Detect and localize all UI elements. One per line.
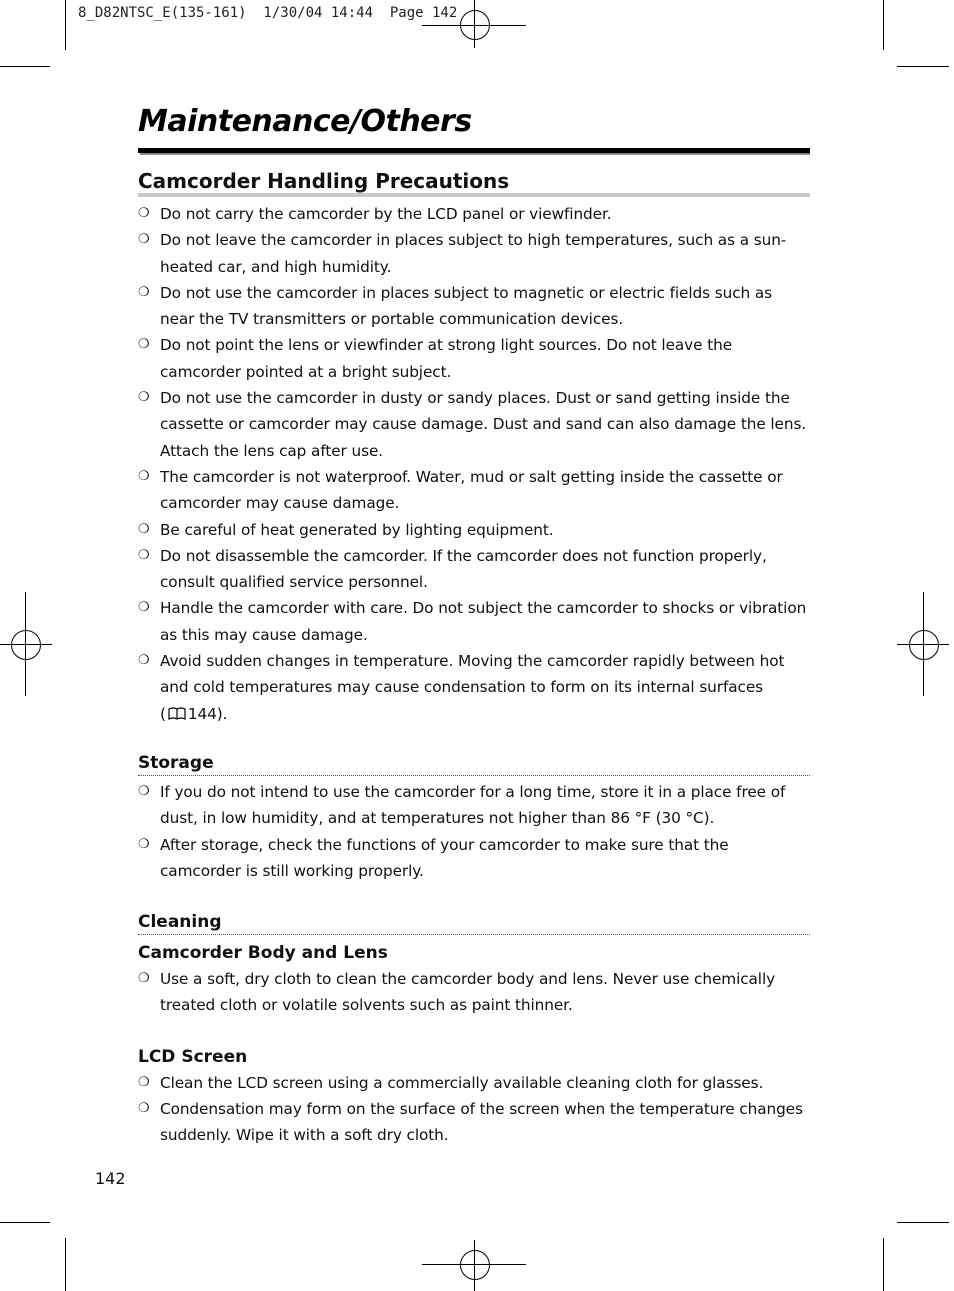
bullet-icon: ❍ [138, 547, 150, 563]
bullet-icon: ❍ [138, 1101, 150, 1117]
print-slug: 8_D82NTSC_E(135-161) 1/30/04 14:44 Page 142 [78, 5, 458, 21]
list-item [138, 543, 810, 596]
list-item [138, 595, 810, 648]
bullet-icon: ❍ [138, 653, 150, 669]
list-item-text: Handle the camcorder with care. Do not subject the camcorder to shocks or vibration as this may cause damage. [160, 599, 807, 644]
bullet-icon: ❍ [138, 1074, 150, 1090]
bullet-icon: ❍ [138, 206, 150, 221]
list-item-text: Do not disassemble the camcorder. If the camcorder does not function properly, consult qualified service personnel. [160, 546, 767, 592]
storage-heading: Storage [138, 751, 810, 776]
list-item [138, 1096, 810, 1149]
list-item-text: Use a soft, dry cloth to clean the camcorder body and lens. Never use chemically treated cloth or volatile solvents such as paint thinner. [160, 970, 776, 1015]
lcd-screen-heading: LCD Screen [138, 1046, 248, 1067]
ref-open: ( [160, 704, 166, 723]
ref-close: ). [216, 704, 228, 723]
list-item-text: After storage, check the functions of your camcorder to make sure that the camcorder is still working properly. [160, 835, 729, 880]
storage-list [138, 779, 810, 884]
page-number: 142 [95, 1169, 126, 1188]
list-item-text: Be careful of heat generated by lighting equipment. [160, 520, 554, 539]
body-lens-heading: Camcorder Body and Lens [138, 943, 388, 964]
list-item [138, 464, 810, 517]
list-item [138, 1070, 810, 1096]
list-item [138, 201, 810, 227]
list-item [138, 779, 810, 832]
cleaning-heading: Cleaning [138, 910, 810, 935]
section-title: Camcorder Handling Precautions [138, 166, 810, 197]
list-item-text: The camcorder is not waterproof. Water, mud or salt getting inside the cassette or camcorder may cause damage. [160, 467, 783, 513]
list-item [138, 280, 810, 333]
bullet-icon: ❍ [138, 600, 150, 616]
bullet-icon: ❍ [138, 468, 150, 484]
list-item-text: Do not point the lens or viewfinder at strong light sources. Do not leave the camcorder pointed at a bright subject. [160, 336, 732, 381]
bullet-icon: ❍ [138, 971, 150, 987]
list-item-text: Avoid sudden changes in temperature. Moving the camcorder rapidly between hot and cold temperatures may cause condensation to form on its internal surfaces [160, 652, 785, 697]
title-rule-shadow [140, 153, 810, 155]
list-item [138, 966, 810, 1019]
bullet-icon: ❍ [138, 337, 150, 353]
list-item-text: If you do not intend to use the camcorder for a long time, store it in a place free of dust, in low humidity, and at temperatures not higher than 86 °F (30 °C). [160, 782, 786, 828]
list-item-text: Do not leave the camcorder in places subject to high temperatures, such as a sun-heated car, and high humidity. [160, 231, 787, 276]
lcd-screen-list [138, 1070, 810, 1149]
body-lens-list [138, 966, 810, 1019]
list-item [138, 332, 810, 385]
page-reference: 144 [187, 704, 217, 723]
bullet-icon: ❍ [138, 836, 150, 852]
list-item [138, 648, 810, 727]
list-item [138, 385, 810, 464]
bullet-icon: ❍ [138, 783, 150, 799]
bullet-icon: ❍ [138, 390, 150, 406]
precautions-list [138, 201, 810, 727]
list-item-text: Do not carry the camcorder by the LCD panel or viewfinder. [160, 205, 612, 223]
bullet-icon: ❍ [138, 521, 150, 537]
list-item [138, 517, 810, 543]
list-item-text: Clean the LCD screen using a commercially available cleaning cloth for glasses. [160, 1073, 764, 1092]
book-icon [168, 707, 186, 720]
list-item-text: Do not use the camcorder in dusty or sandy places. Dust or sand getting inside the cassette or camcorder may cause damage. Dust and sand can also damage the lens. Attach the lens cap after use. [160, 389, 807, 460]
bullet-icon: ❍ [138, 284, 150, 300]
list-item [138, 832, 810, 885]
page-title: Maintenance/Others [138, 104, 472, 139]
list-item-text: Condensation may form on the surface of the screen when the temperature changes suddenly. Wipe it with a soft dry cloth. [160, 1100, 803, 1145]
page-content [138, 166, 810, 1149]
bullet-icon: ❍ [138, 232, 150, 248]
list-item-text: Do not use the camcorder in places subject to magnetic or electric fields such as near the TV transmitters or portable communication devices. [160, 283, 773, 329]
list-item [138, 227, 810, 280]
